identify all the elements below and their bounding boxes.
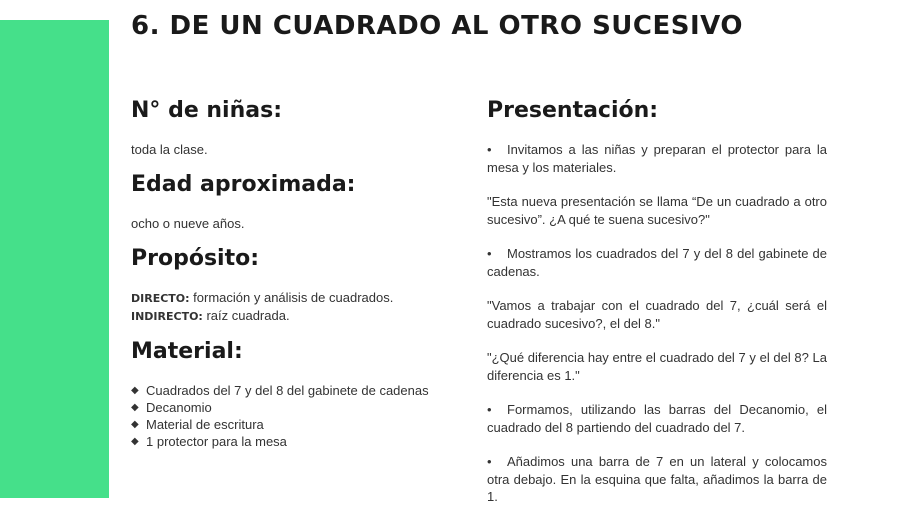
material-item [131, 416, 461, 433]
dot-bullet-icon: • [487, 454, 492, 469]
presentation-body [487, 141, 827, 506]
presentation-paragraph [487, 453, 827, 506]
indirecto-text: raíz cuadrada. [202, 308, 290, 323]
presentation-paragraph [487, 401, 827, 436]
indirecto-line [131, 307, 461, 325]
edad-heading: Edad aproximada: [131, 172, 356, 197]
material-heading: Material: [131, 339, 243, 364]
paragraph-text: "Esta nueva presentación se llama “De un cuadrado a otro sucesivo”. ¿A qué te suena sucesivo?" [487, 194, 827, 227]
proposito-heading: Propósito: [131, 246, 260, 271]
presentacion-heading: Presentación: [487, 98, 659, 123]
material-text: Material de escritura [146, 417, 264, 432]
accent-bar [0, 20, 109, 498]
paragraph-text: "Vamos a trabajar con el cuadrado del 7, ¿cuál será el cuadrado sucesivo?, el del 8." [487, 298, 827, 331]
dot-bullet-icon: • [487, 246, 492, 261]
diamond-bullet-icon: ◆ [131, 385, 139, 396]
edad-text: ocho o nueve años. [131, 216, 245, 231]
paragraph-text: Invitamos a las niñas y preparan el protector para la mesa y los materiales. [487, 142, 827, 175]
material-item [131, 382, 461, 399]
material-text: 1 protector para la mesa [146, 434, 287, 449]
presentation-paragraph [487, 297, 827, 332]
presentation-paragraph [487, 245, 827, 280]
material-item [131, 433, 461, 450]
page-title: 6. DE UN CUADRADO AL OTRO SUCESIVO [131, 11, 743, 41]
left-column [131, 96, 461, 450]
diamond-bullet-icon: ◆ [131, 436, 139, 447]
material-text: Cuadrados del 7 y del 8 del gabinete de cadenas [146, 383, 429, 398]
presentation-paragraph [487, 349, 827, 384]
dot-bullet-icon: • [487, 142, 492, 157]
directo-text: formación y análisis de cuadrados. [189, 290, 394, 305]
directo-label: DIRECTO: [131, 292, 190, 305]
directo-line [131, 289, 461, 307]
material-item [131, 399, 461, 416]
dot-bullet-icon: • [487, 402, 492, 417]
ninas-heading: N° de niñas: [131, 98, 283, 123]
paragraph-text: Añadimos una barra de 7 en un lateral y colocamos otra debajo. En la esquina que falta, añadimos la barra de 1. [487, 454, 827, 504]
materials-list [131, 382, 461, 450]
right-column [487, 96, 827, 519]
indirecto-label: INDIRECTO: [131, 310, 203, 323]
paragraph-text: Formamos, utilizando las barras del Decanomio, el cuadrado del 8 partiendo del cuadrado del 7. [487, 402, 827, 435]
paragraph-text: Mostramos los cuadrados del 7 y del 8 del gabinete de cadenas. [487, 246, 827, 279]
diamond-bullet-icon: ◆ [131, 419, 139, 430]
diamond-bullet-icon: ◆ [131, 402, 139, 413]
presentation-paragraph [487, 193, 827, 228]
paragraph-text: "¿Qué diferencia hay entre el cuadrado del 7 y el del 8? La diferencia es 1." [487, 350, 827, 383]
material-text: Decanomio [146, 400, 212, 415]
presentation-paragraph [487, 141, 827, 176]
ninas-text: toda la clase. [131, 142, 208, 157]
